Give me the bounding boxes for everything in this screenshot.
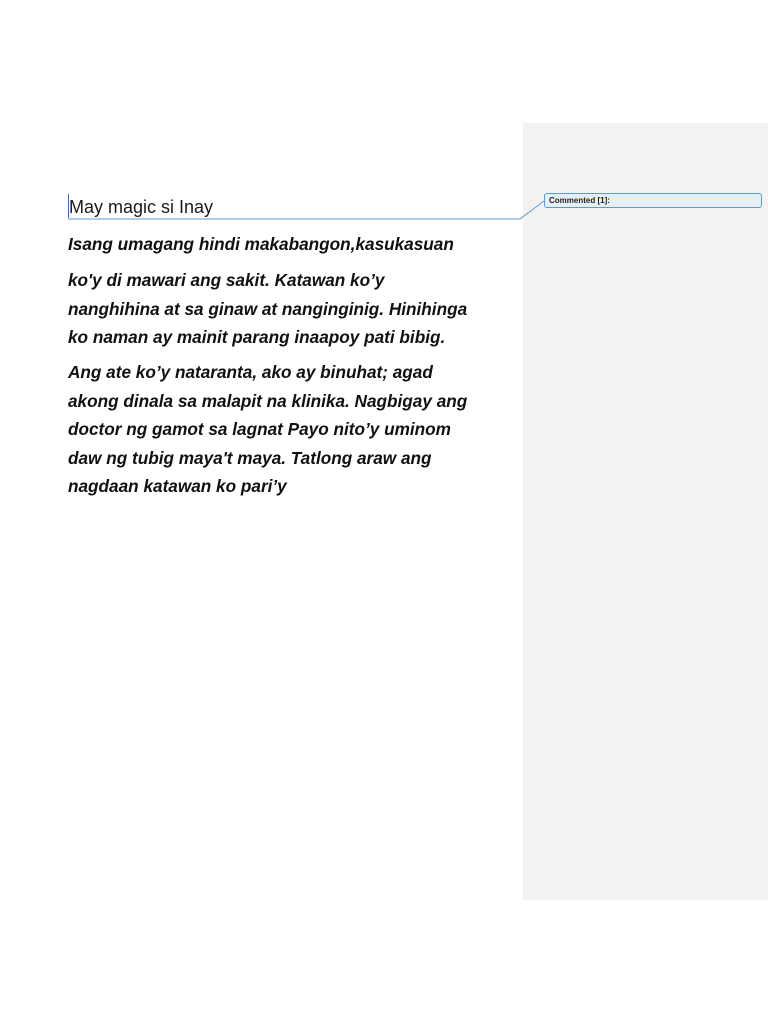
text-line: ko naman ay mainit parang inaapoy pati bibig.: [68, 327, 446, 347]
text-line: doctor ng gamot sa lagnat Payo nito’y uminom: [68, 419, 451, 439]
comment-pane: [523, 123, 768, 900]
paragraph[interactable]: [68, 230, 508, 259]
comment-balloon[interactable]: [544, 193, 762, 208]
text-line: ko'y di mawari ang sakit. Katawan ko’y: [68, 270, 385, 290]
text-line: nagdaan katawan ko pari’y: [68, 476, 287, 496]
text-line: Ang ate ko’y nataranta, ako ay binuhat; agad: [68, 362, 433, 382]
text-line: Isang umagang hindi makabangon,kasukasuan: [68, 234, 454, 254]
paragraph[interactable]: [68, 266, 508, 352]
text-line: daw ng tubig maya't maya. Tatlong araw ang: [68, 447, 432, 468]
text-line: akong dinala sa malapit na klinika. Nagbigay ang: [68, 390, 468, 411]
paragraph[interactable]: [68, 358, 508, 501]
text-line: nanghihina at sa ginaw at nanginginig. Hinihinga: [68, 298, 468, 319]
comment-label: Commented [1]:: [549, 196, 610, 205]
document-title[interactable]: May magic si Inay: [69, 197, 214, 217]
